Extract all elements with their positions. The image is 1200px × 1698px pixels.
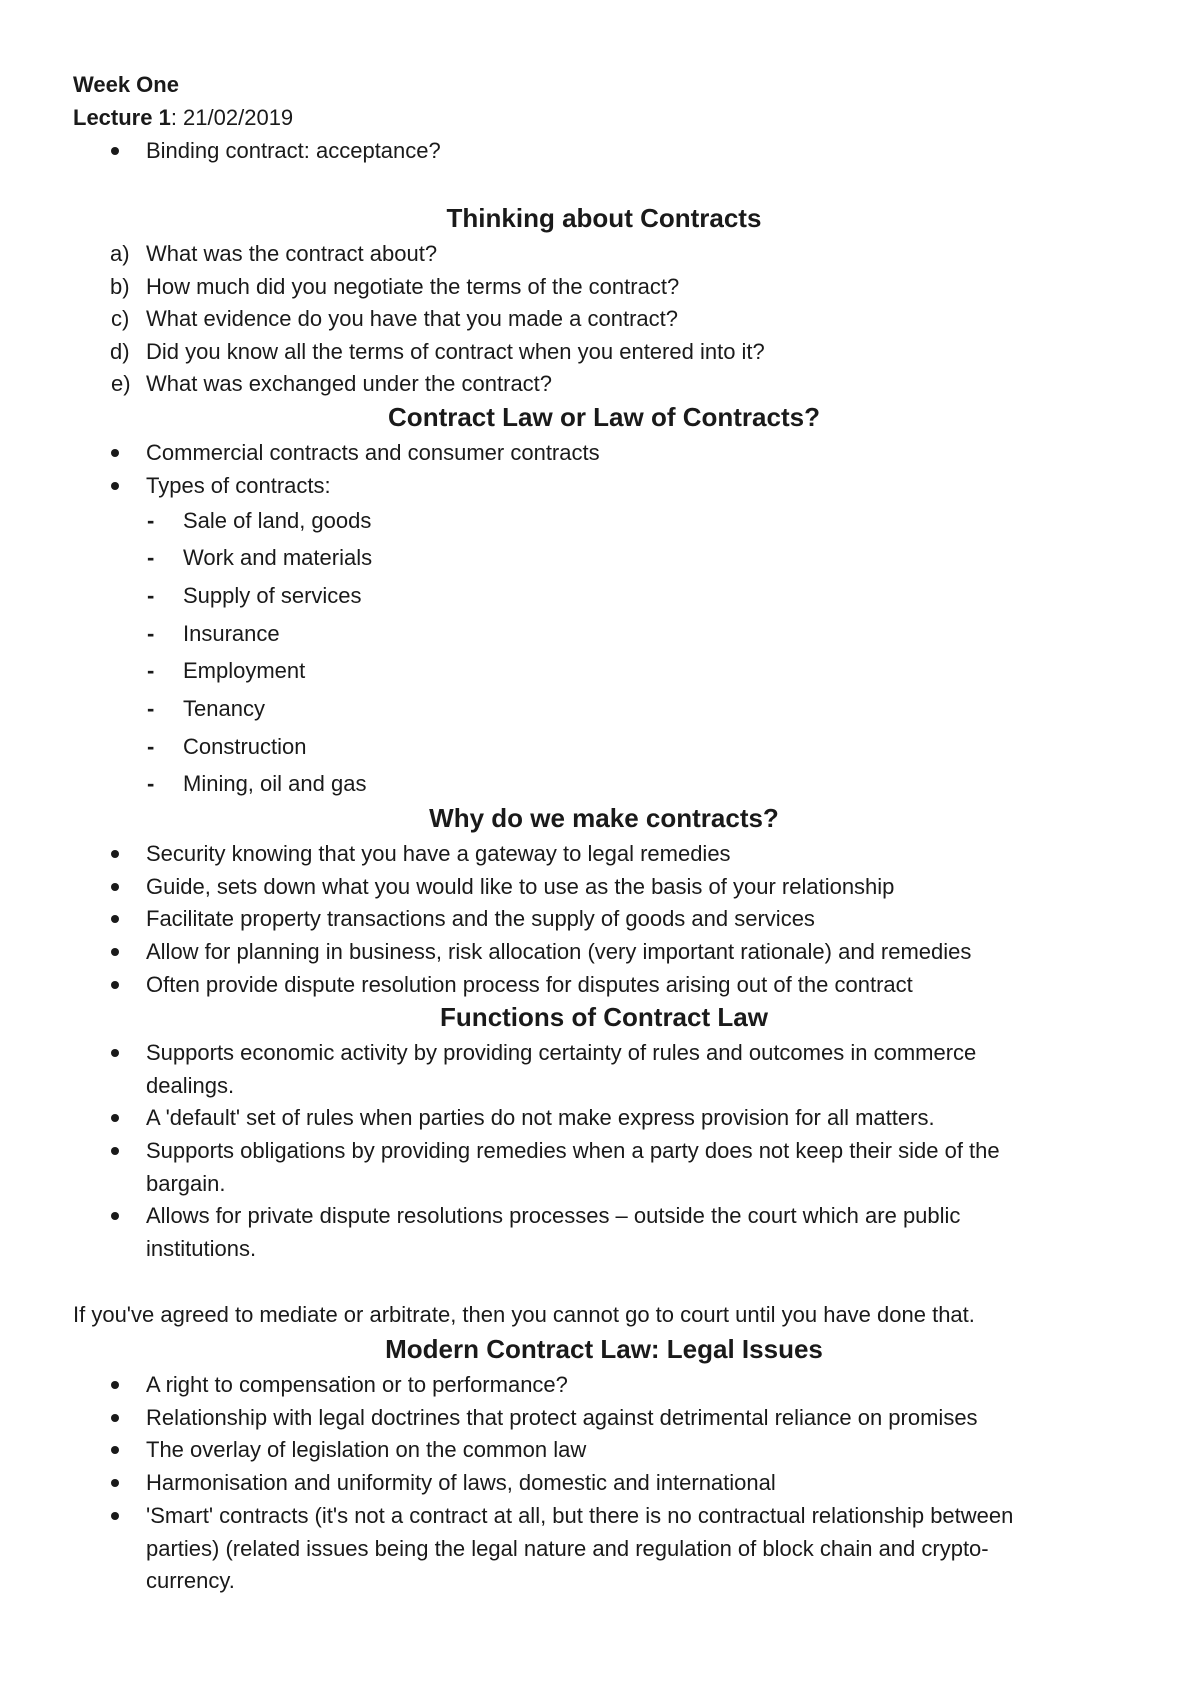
- list-item: Security knowing that you have a gateway to legal remedies: [146, 841, 731, 866]
- week-label: Week One: [73, 72, 179, 97]
- list-marker: c): [111, 306, 130, 331]
- bullet-icon: [111, 948, 119, 956]
- list-marker: a): [110, 241, 130, 266]
- list-item: Commercial contracts and consumer contracts: [146, 440, 600, 465]
- intro-bullet: Binding contract: acceptance?: [146, 138, 441, 163]
- section-title-thinking: Thinking about Contracts: [446, 203, 762, 233]
- list-item-continuation: dealings.: [146, 1073, 235, 1098]
- list-item: How much did you negotiate the terms of the contract?: [146, 274, 680, 299]
- list-item: A right to compensation or to performance?: [146, 1372, 568, 1397]
- dash-icon: -: [147, 658, 155, 683]
- list-item: A 'default' set of rules when parties do not make express provision for all matters.: [146, 1105, 935, 1130]
- list-item: What evidence do you have that you made a contract?: [146, 306, 678, 331]
- dash-icon: -: [147, 696, 155, 721]
- list-item: Allow for planning in business, risk allocation (very important rationale) and remedies: [146, 939, 972, 964]
- list-item: Types of contracts:: [146, 473, 331, 498]
- list-marker: e): [111, 371, 131, 396]
- list-item: Guide, sets down what you would like to use as the basis of your relationship: [146, 874, 895, 899]
- sub-list-item: Mining, oil and gas: [183, 771, 367, 796]
- section-title-law: Contract Law or Law of Contracts?: [388, 402, 820, 432]
- bullet-icon: [111, 1512, 119, 1520]
- list-item: What was exchanged under the contract?: [146, 371, 553, 396]
- bullet-icon: [111, 915, 119, 923]
- sub-list-item: Work and materials: [183, 545, 373, 570]
- bullet-icon: [111, 1049, 119, 1057]
- dash-icon: -: [147, 545, 155, 570]
- sub-list-item: Insurance: [183, 621, 280, 646]
- section-title-why: Why do we make contracts?: [429, 803, 779, 833]
- list-marker: d): [110, 339, 130, 364]
- bullet-icon: [111, 1479, 119, 1487]
- section-title-functions: Functions of Contract Law: [440, 1002, 768, 1032]
- list-item: Harmonisation and uniformity of laws, domestic and international: [146, 1470, 776, 1495]
- list-item: What was the contract about?: [146, 241, 438, 266]
- dash-icon: -: [147, 621, 155, 646]
- sub-list-item: Tenancy: [183, 696, 265, 721]
- note-paragraph: If you've agreed to mediate or arbitrate, then you cannot go to court until you have done that.: [73, 1302, 975, 1327]
- sub-list-item: Sale of land, goods: [183, 508, 372, 533]
- list-item-continuation: bargain.: [146, 1171, 226, 1196]
- list-item: Often provide dispute resolution process for disputes arising out of the contract: [146, 972, 913, 997]
- sub-list-item: Employment: [183, 658, 306, 683]
- bullet-icon: [111, 981, 119, 989]
- bullet-icon: [111, 1212, 119, 1220]
- section-title-modern: Modern Contract Law: Legal Issues: [385, 1334, 823, 1364]
- dash-icon: -: [147, 734, 155, 759]
- dash-icon: -: [147, 583, 155, 608]
- list-item: 'Smart' contracts (it's not a contract at all, but there is no contractual relationship between: [146, 1503, 1014, 1528]
- dash-icon: -: [147, 771, 155, 796]
- list-item: Supports economic activity by providing certainty of rules and outcomes in commerce: [146, 1040, 977, 1065]
- bullet-icon: [111, 850, 119, 858]
- lecture-date: : 21/02/2019: [170, 105, 294, 130]
- list-item: Allows for private dispute resolutions processes – outside the court which are public: [146, 1203, 961, 1228]
- list-item: Relationship with legal doctrines that protect against detrimental reliance on promises: [146, 1405, 978, 1430]
- list-item: Facilitate property transactions and the supply of goods and services: [146, 906, 815, 931]
- bullet-icon: [111, 1147, 119, 1155]
- list-item-continuation: institutions.: [146, 1236, 257, 1261]
- list-marker: b): [110, 274, 130, 299]
- list-item-continuation: parties) (related issues being the legal nature and regulation of block chain and crypto-: [146, 1536, 989, 1561]
- list-item: Did you know all the terms of contract when you entered into it?: [146, 339, 765, 364]
- lecture-label: Lecture 1: [73, 105, 171, 130]
- bullet-icon: [111, 147, 119, 155]
- bullet-icon: [111, 1114, 119, 1122]
- list-item: The overlay of legislation on the common law: [146, 1437, 587, 1462]
- list-item: Supports obligations by providing remedies when a party does not keep their side of the: [146, 1138, 1000, 1163]
- lecture-line: [73, 103, 293, 133]
- bullet-icon: [111, 1446, 119, 1454]
- sub-list-item: Construction: [183, 734, 307, 759]
- bullet-icon: [111, 883, 119, 891]
- bullet-icon: [111, 1381, 119, 1389]
- list-item-continuation: currency.: [146, 1568, 235, 1593]
- dash-icon: -: [147, 508, 155, 533]
- sub-list-item: Supply of services: [183, 583, 362, 608]
- bullet-icon: [111, 449, 119, 457]
- bullet-icon: [111, 482, 119, 490]
- bullet-icon: [111, 1414, 119, 1422]
